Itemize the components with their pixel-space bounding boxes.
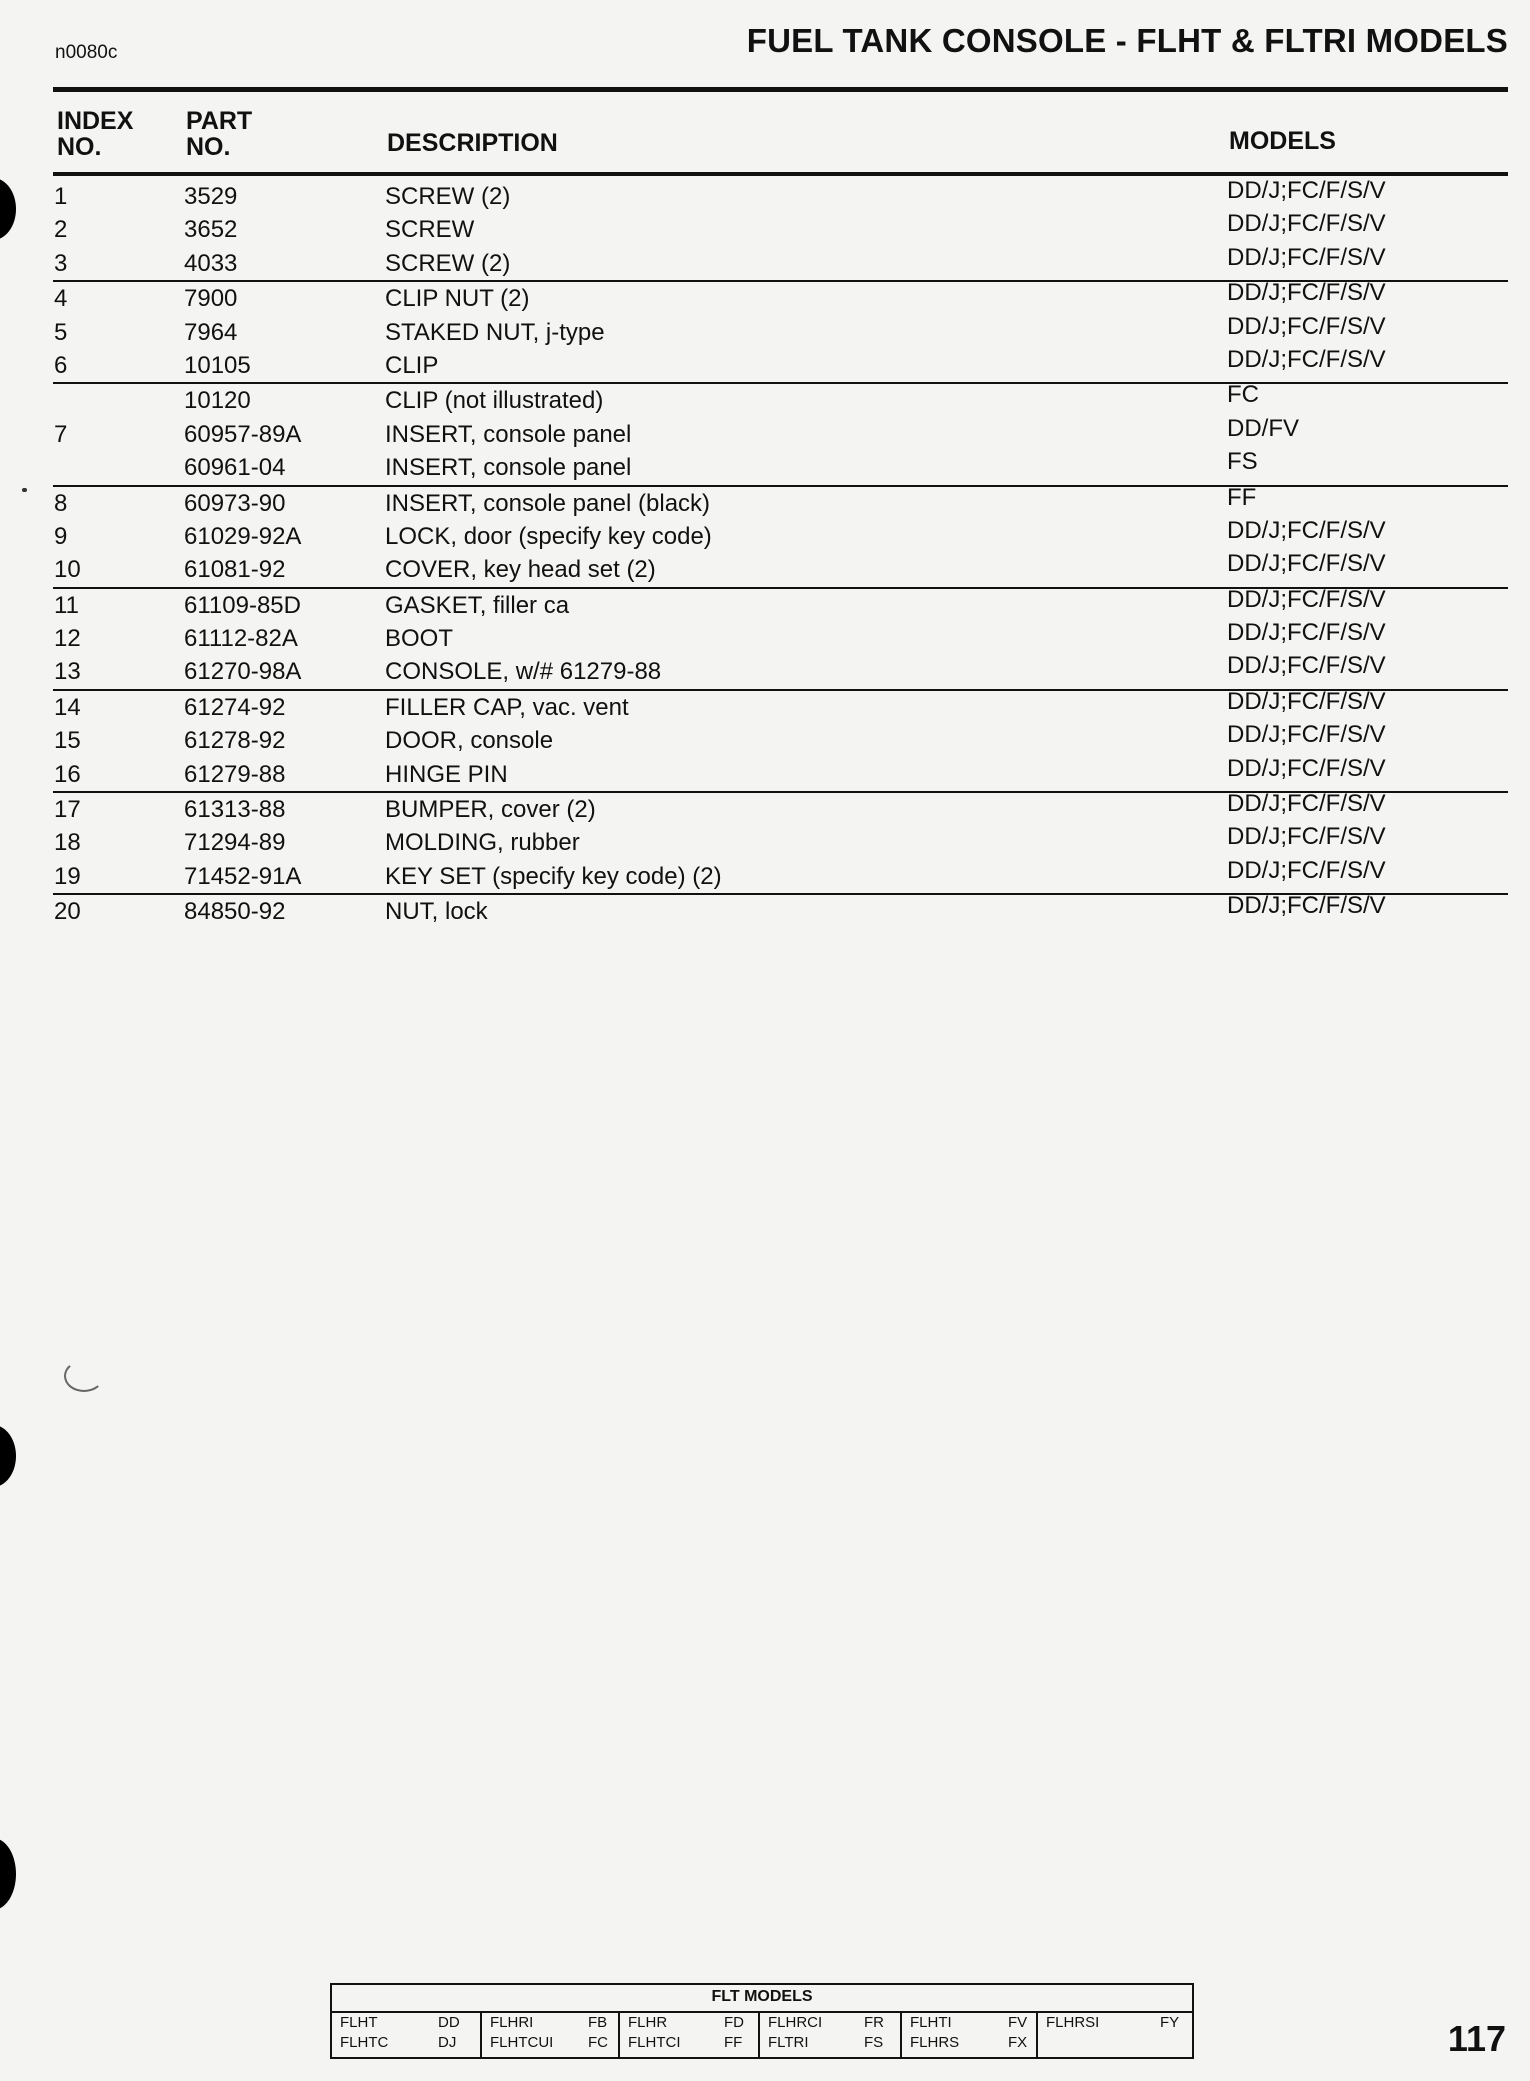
legend-model: FLHTCI — [628, 2034, 681, 2051]
index-cell: 8 — [54, 489, 68, 517]
legend-entry — [902, 2013, 1036, 2033]
legend-code: FC — [588, 2034, 608, 2051]
description-cell: HINGE PIN — [385, 760, 508, 788]
index-cell: 11 — [54, 591, 79, 619]
page-id: n0080c — [55, 42, 118, 63]
index-cell: 14 — [54, 693, 81, 721]
table-row — [53, 448, 1508, 484]
legend-code: FV — [1008, 2014, 1028, 2031]
legend-model: FLHT — [340, 2014, 378, 2031]
flt-models-legend — [330, 1983, 1194, 2059]
part-number-cell: 3529 — [184, 183, 238, 210]
scan-mark-curve — [64, 1360, 104, 1392]
models-cell: DD/J;FC/F/S/V — [1227, 619, 1386, 647]
index-cell: 18 — [54, 829, 81, 857]
models-cell: DD/J;FC/F/S/V — [1227, 856, 1386, 884]
legend-code: FD — [724, 2014, 744, 2031]
part-number-cell: 10120 — [184, 387, 251, 415]
binder-hole-top — [0, 178, 16, 240]
description-cell: CONSOLE, w/# 61279-88 — [385, 658, 662, 686]
index-cell: 10 — [54, 556, 81, 584]
index-cell: 7 — [54, 420, 68, 448]
index-cell: 1 — [54, 183, 68, 210]
description-cell: INSERT, console panel — [385, 454, 632, 482]
legend-entry — [760, 2033, 900, 2053]
table-row — [53, 550, 1508, 586]
header-description: DESCRIPTION — [387, 129, 558, 157]
legend-column — [900, 2013, 1036, 2057]
header-models: MODELS — [1229, 127, 1336, 155]
part-number-cell: 3652 — [184, 216, 238, 244]
index-cell: 5 — [54, 318, 68, 346]
models-cell: FF — [1227, 483, 1257, 511]
legend-title: FLT MODELS — [711, 1988, 813, 2005]
index-cell: 17 — [54, 796, 81, 824]
legend-model: FLHRS — [910, 2034, 960, 2051]
binder-hole-bottom — [0, 1838, 16, 1910]
description-cell: BUMPER, cover (2) — [385, 796, 596, 824]
legend-code: DD — [438, 2014, 460, 2031]
models-cell: DD/J;FC/F/S/V — [1227, 823, 1386, 851]
legend-model: FLHRCI — [768, 2014, 823, 2031]
description-cell: LOCK, door (specify key code) — [385, 522, 712, 550]
description-cell: SCREW — [385, 216, 475, 244]
legend-code: FS — [864, 2034, 884, 2051]
page-number: 117 — [1447, 2018, 1506, 2059]
index-cell: 13 — [54, 658, 81, 686]
description-cell: STAKED NUT, j-type — [385, 318, 605, 346]
legend-code: FF — [724, 2034, 743, 2051]
legend-entry — [332, 2013, 478, 2033]
table-row — [53, 345, 1508, 382]
models-cell: DD/J;FC/F/S/V — [1227, 177, 1386, 204]
legend-column — [1036, 2013, 1192, 2057]
binder-hole-middle — [0, 1425, 16, 1487]
models-cell: DD/J;FC/F/S/V — [1227, 345, 1386, 373]
description-cell: MOLDING, rubber — [385, 829, 580, 857]
legend-code: FR — [864, 2014, 884, 2031]
part-number-cell: 61081-92 — [184, 556, 286, 584]
legend-column — [332, 2013, 478, 2057]
legend-code: FX — [1008, 2034, 1028, 2051]
part-number-cell: 61112-82A — [184, 625, 298, 653]
legend-entry — [482, 2033, 618, 2053]
legend-entry — [482, 2013, 618, 2033]
models-cell: DD/J;FC/F/S/V — [1227, 243, 1386, 271]
models-cell: FS — [1227, 448, 1258, 476]
index-cell: 16 — [54, 760, 81, 788]
table-row — [53, 856, 1508, 893]
part-number-cell: 71294-89 — [184, 829, 286, 857]
legend-column — [618, 2013, 758, 2057]
legend-entry — [760, 2013, 900, 2033]
legend-code: FB — [588, 2014, 608, 2031]
index-cell: 19 — [54, 862, 81, 890]
models-cell: DD/J;FC/F/S/V — [1227, 516, 1386, 544]
part-number-cell: 60961-04 — [184, 454, 286, 482]
index-cell: 6 — [54, 351, 68, 379]
index-cell: 3 — [54, 249, 68, 277]
models-cell: DD/J;FC/F/S/V — [1227, 312, 1386, 340]
index-cell: 12 — [54, 625, 81, 653]
part-number-cell: 60973-90 — [184, 489, 286, 517]
models-cell: DD/J;FC/F/S/V — [1227, 210, 1386, 238]
models-cell: DD/FV — [1227, 414, 1299, 442]
legend-model: FLHRSI — [1046, 2014, 1100, 2031]
description-cell: INSERT, console panel — [385, 420, 632, 448]
table-row — [53, 893, 1508, 928]
part-number-cell: 61278-92 — [184, 727, 286, 755]
part-number-cell: 7964 — [184, 318, 238, 346]
description-cell: COVER, key head set (2) — [385, 556, 656, 584]
models-cell: DD/J;FC/F/S/V — [1227, 279, 1386, 307]
legend-column — [480, 2013, 618, 2057]
part-number-cell: 61274-92 — [184, 693, 286, 721]
description-cell: GASKET, filler ca — [385, 591, 570, 619]
description-cell: CLIP — [385, 351, 439, 379]
part-number-cell: 10105 — [184, 351, 251, 379]
models-cell: DD/J;FC/F/S/V — [1227, 892, 1386, 920]
legend-model: FLHRI — [490, 2014, 534, 2031]
table-row — [53, 754, 1508, 791]
description-cell: FILLER CAP, vac. vent — [385, 693, 629, 721]
part-number-cell: 4033 — [184, 249, 238, 277]
description-cell: CLIP NUT (2) — [385, 285, 530, 313]
title-rule — [53, 87, 1508, 92]
description-cell: SCREW (2) — [385, 183, 511, 210]
index-cell: 4 — [54, 285, 68, 313]
description-cell: KEY SET (specify key code) (2) — [385, 862, 722, 890]
legend-model: FLHTC — [340, 2034, 389, 2051]
index-cell: 9 — [54, 522, 68, 550]
index-cell: 20 — [54, 898, 81, 926]
part-number-cell: 61313-88 — [184, 796, 286, 824]
table-row — [53, 243, 1508, 280]
description-cell: CLIP (not illustrated) — [385, 387, 604, 415]
description-cell: BOOT — [385, 625, 454, 653]
table-row — [53, 414, 1508, 451]
index-cell: 15 — [54, 727, 81, 755]
legend-model: FLHR — [628, 2014, 668, 2031]
legend-model: FLTRI — [768, 2034, 809, 2051]
description-cell: SCREW (2) — [385, 249, 511, 277]
part-number-cell: 84850-92 — [184, 898, 286, 926]
part-number-cell: 71452-91A — [184, 862, 302, 890]
legend-entry — [620, 2013, 758, 2033]
index-cell: 2 — [54, 216, 68, 244]
legend-model: FLHTI — [910, 2014, 952, 2031]
models-cell: DD/J;FC/F/S/V — [1227, 652, 1386, 680]
description-cell: INSERT, console panel (black) — [385, 489, 711, 517]
models-cell: DD/J;FC/F/S/V — [1227, 550, 1386, 578]
description-cell: DOOR, console — [385, 727, 554, 755]
page-title: FUEL TANK CONSOLE - FLHT & FLTRI MODELS — [746, 22, 1508, 59]
part-number-cell: 61109-85D — [184, 591, 301, 619]
header-part: PART NO. — [186, 107, 253, 161]
legend-entry — [332, 2033, 478, 2053]
models-cell: DD/J;FC/F/S/V — [1227, 721, 1386, 749]
legend-entry — [902, 2033, 1036, 2053]
models-cell: DD/J;FC/F/S/V — [1227, 790, 1386, 818]
part-number-cell: 7900 — [184, 285, 238, 313]
part-number-cell: 61279-88 — [184, 760, 286, 788]
description-cell: NUT, lock — [385, 898, 488, 926]
legend-entry — [1038, 2013, 1192, 2033]
legend-code: DJ — [438, 2034, 457, 2051]
scan-mark — [22, 488, 27, 492]
legend-model: FLHTCUI — [490, 2034, 554, 2051]
models-cell: DD/J;FC/F/S/V — [1227, 754, 1386, 782]
part-number-cell: 60957-89A — [184, 420, 302, 448]
legend-entry — [620, 2033, 758, 2053]
models-cell: DD/J;FC/F/S/V — [1227, 585, 1386, 613]
part-number-cell: 61270-98A — [184, 658, 302, 686]
header-index: INDEX NO. — [57, 107, 134, 161]
models-cell: DD/J;FC/F/S/V — [1227, 687, 1386, 715]
table-header — [53, 104, 1508, 170]
models-cell: FC — [1227, 381, 1259, 409]
legend-column — [758, 2013, 900, 2057]
part-number-cell: 61029-92A — [184, 522, 302, 550]
parts-table — [53, 177, 1508, 929]
table-row — [53, 652, 1508, 688]
legend-code: FY — [1160, 2014, 1180, 2031]
